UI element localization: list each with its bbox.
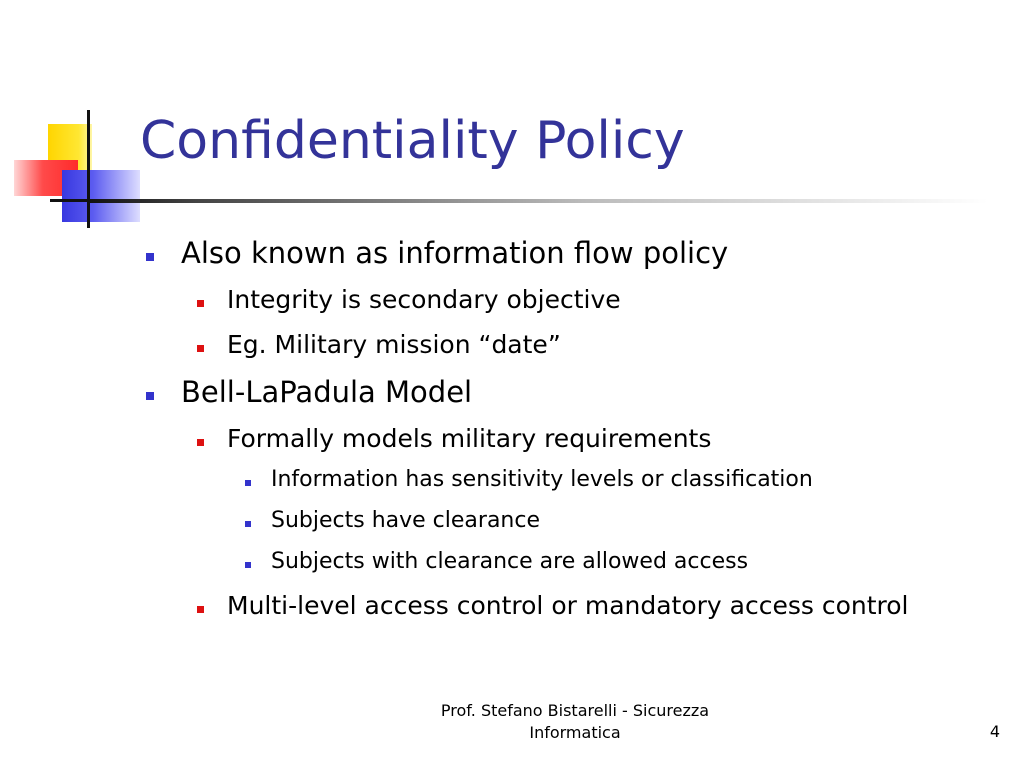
bullet-text: Bell-LaPadula Model [181, 375, 473, 409]
footer-line-2: Informatica [529, 723, 621, 742]
bullet-text: Multi-level access control or mandatory access control [227, 591, 909, 620]
bullet-text: Integrity is secondary objective [227, 285, 621, 314]
bullet-square-icon [245, 480, 251, 486]
bullet-text: Eg. Military mission “date” [227, 330, 561, 359]
footer-line-1: Prof. Stefano Bistarelli - Sicurezza [440, 701, 710, 720]
bullet-item-level2 [227, 591, 909, 620]
bullet-square-icon [197, 439, 204, 446]
bullet-item-level3 [271, 508, 540, 533]
bullet-square-icon [245, 562, 251, 568]
bullet-text: Subjects with clearance are allowed access [271, 549, 749, 574]
bullet-text: Formally models military requirements [227, 424, 712, 453]
bullet-item-level2 [227, 285, 621, 314]
bullet-square-icon [197, 606, 204, 613]
bullet-text: Also known as information flow policy [181, 236, 729, 270]
bullet-item-level1 [181, 375, 472, 409]
bullet-square-icon [245, 521, 251, 527]
bullet-text: Subjects have clearance [271, 508, 540, 533]
bullet-item-level2 [227, 330, 561, 359]
bullet-item-level2 [227, 424, 711, 453]
bullet-square-icon [197, 300, 204, 307]
slide-footer [400, 700, 750, 744]
slide-title: Confidentiality Policy [140, 111, 685, 171]
bullet-square-icon [197, 345, 204, 352]
page-number: 4 [989, 722, 1000, 741]
bullet-item-level3 [271, 467, 813, 492]
bullet-square-icon [146, 253, 154, 261]
bullet-square-icon [146, 392, 154, 400]
bullet-item-level3 [271, 549, 748, 574]
bullet-item-level1 [181, 236, 728, 270]
bullet-text: Information has sensitivity levels or classification [271, 467, 813, 492]
